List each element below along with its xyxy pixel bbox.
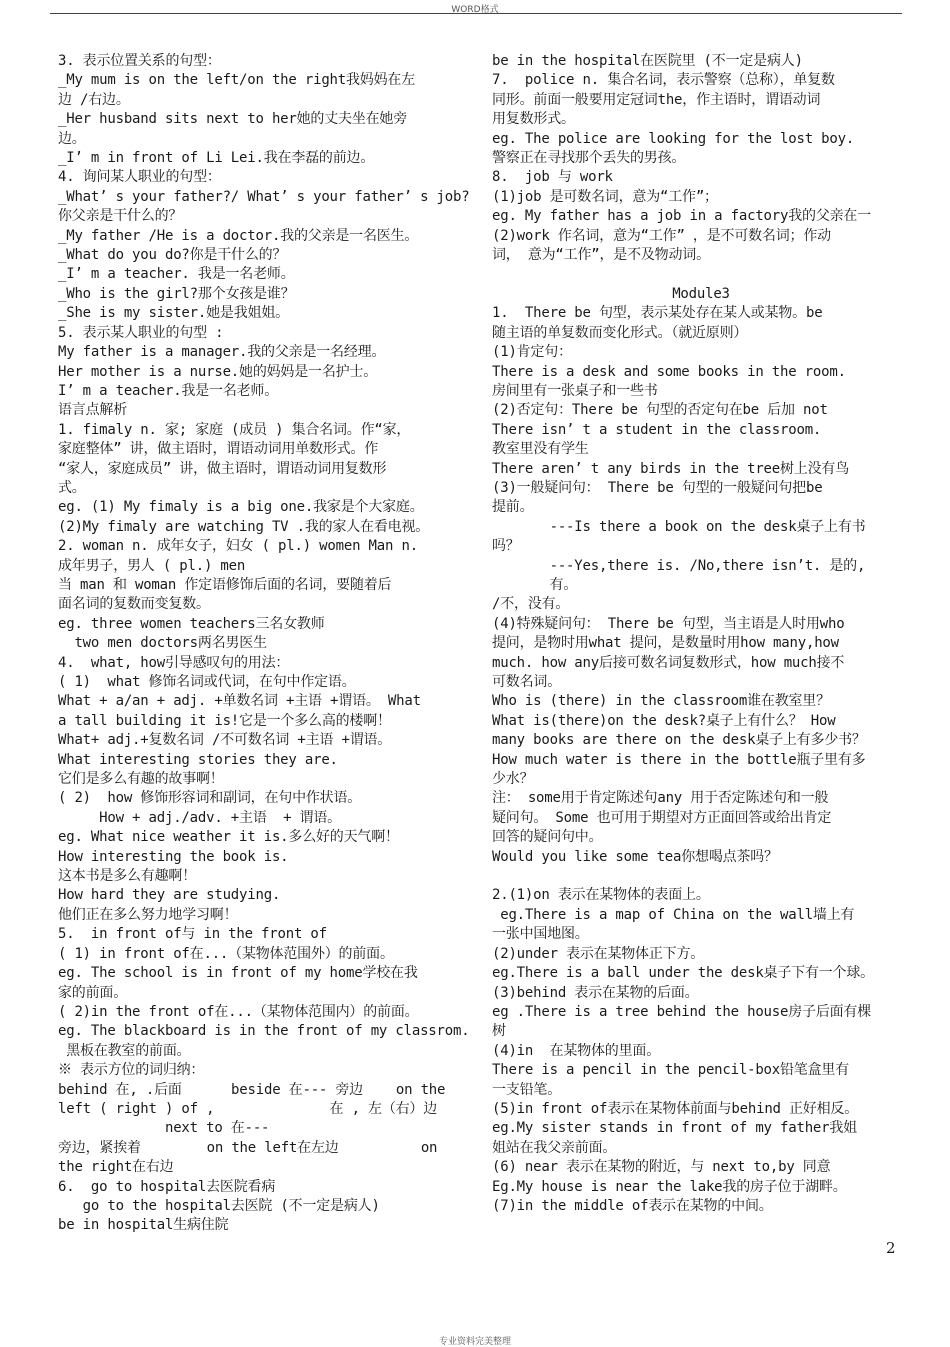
text-line: a tall building it is!它是一个多么高的楼啊！: [58, 712, 391, 729]
text-line: My father is a manager.我的父亲是一名经理。: [58, 344, 386, 361]
text-line: eg. My father has a job in a factory我的父亲在一: [492, 208, 872, 225]
text-line: eg.My sister stands in front of my father我姐: [492, 1120, 857, 1137]
text-line: eg. The blackboard is in the front of my classrom.: [58, 1023, 470, 1040]
header-divider: [50, 13, 902, 14]
text-line: (4)特殊疑问句： There be 句型，当主语是人时用who: [492, 615, 845, 632]
text-line: 他们正在多么努力地学习啊！: [58, 906, 238, 923]
text-line: the right在右边: [58, 1159, 174, 1176]
text-line: 家的前面。: [58, 984, 127, 1001]
text-line: 姐站在我父亲前面。: [492, 1139, 617, 1156]
page-number: 2: [886, 1239, 896, 1257]
text-line: What interesting stories they are.: [58, 751, 338, 768]
text-line: (6) near 表示在某物的附近，与 next to,by 同意: [492, 1159, 831, 1176]
text-line: 1. fimaly n. 家; 家庭 (成员 ) 集合名词。作“家，: [58, 421, 411, 438]
text-line: 可数名词。: [492, 674, 561, 690]
page-footer: 专业资料完美整理: [438, 1337, 511, 1347]
text-line: (7)in the middle of表示在某物的中间。: [492, 1197, 773, 1214]
text-line: 提前。: [492, 499, 534, 516]
text-line: Her mother is a nurse.她的妈妈是一名护士。: [58, 363, 378, 380]
text-line: There aren’ t any birds in the tree树上没有鸟: [492, 460, 850, 477]
text-line: 3. 表示位置关系的句型：: [58, 53, 221, 69]
text-line: 6. go to hospital去医院看病: [58, 1178, 276, 1195]
text-line: 这本书是多么有趣啊！: [58, 868, 196, 885]
text-line: 少水？: [492, 771, 534, 788]
text-line: 5. in front of与 in the front of: [58, 926, 327, 943]
text-line: 7. police n. 集合名词，表示警察（总称），单复数: [492, 72, 835, 89]
text-line: 当 man 和 woman 作定语修饰后面的名词，要随着后: [58, 576, 392, 593]
text-line: 它们是多么有趣的故事啊！: [58, 771, 224, 788]
text-line: 词， 意为“工作”，是不及物动词。: [492, 247, 710, 264]
text-line: many books are there on the desk桌子上有多少书？: [492, 732, 866, 749]
text-line: Would you like some tea你想喝点茶吗？: [492, 848, 778, 865]
text-line: _My mum is on the left/on the right我妈妈在左: [58, 72, 416, 89]
text-line: 一支铅笔。: [492, 1081, 561, 1098]
text-line: 边。: [58, 130, 86, 147]
text-line: ( 2) how 修饰形容词和副词，在句中作状语。: [58, 790, 362, 807]
text-line: _She is my sister.她是我姐姐。: [58, 305, 289, 322]
text-line: (1)肯定句：: [492, 344, 572, 361]
text-line: 提问，是物时用what 提问，是数量时用how many,how: [492, 635, 839, 652]
text-line: eg. What nice weather it is.多么好的天气啊！: [58, 829, 399, 846]
text-line: (2)My fimaly are watching TV .我的家人在看电视。: [58, 518, 430, 535]
text-line: I’ m a teacher.我是一名老师。: [58, 382, 279, 399]
text-line: _Who is the girl?那个女孩是谁？: [58, 285, 295, 302]
text-line: two men doctors两名男医生: [58, 635, 267, 652]
text-line: What is(there)on the desk?桌子上有什么？ How: [492, 712, 836, 729]
text-line: What + a/an + adj. +单数名词 +主语 +谓语。 What: [58, 693, 421, 710]
text-line: 式。: [58, 479, 86, 496]
text-line: ---Is there a book on the desk桌子上有书: [492, 518, 866, 535]
text-line: _What do you do?你是干什么的？: [58, 247, 287, 264]
text-line: “家人，家庭成员” 讲，做主语时，谓语动词用复数形: [58, 460, 387, 477]
text-line: 树: [492, 1023, 506, 1040]
text-line: [492, 265, 910, 284]
text-line: behind 在, .后面 beside 在--- 旁边 on the: [58, 1081, 446, 1098]
text-line: 8. job 与 work: [492, 169, 613, 186]
text-line: eg. three women teachers三名女教师: [58, 615, 325, 632]
text-line: 随主语的单复数而变化形式。（就近原则）: [492, 324, 748, 341]
text-line: 旁边，紧挨着 on the left在左边 on: [58, 1139, 438, 1156]
text-line: (4)in 在某物体的里面。: [492, 1042, 661, 1059]
text-line: 疑问句。 Some 也可用于期望对方正面回答或给出肯定: [492, 809, 832, 826]
page-header: WORD格式: [451, 5, 499, 15]
text-line: 1. There be 句型，表示某处存在某人或某物。be: [492, 305, 823, 322]
text-line: /不，没有。: [492, 596, 570, 613]
text-line: 一张中国地图。: [492, 926, 589, 943]
text-line: ※ 表示方位的词归纳：: [58, 1062, 205, 1079]
text-line: 吗？: [492, 538, 520, 555]
text-line: ( 2)in the front of在...（某物体范围内）的前面。: [58, 1003, 419, 1020]
text-line: 教室里没有学生: [492, 441, 589, 458]
text-line: _My father /He is a doctor.我的父亲是一名医生。: [58, 227, 419, 244]
text-line: (3)behind 表示在某物的后面。: [492, 984, 699, 1001]
text-line: 注： some用于肯定陈述句any 用于否定陈述句和一般: [492, 790, 829, 807]
text-line: ( 1) in front of在...（某物体范围外）的前面。: [58, 945, 394, 962]
text-line: 4. 询问某人职业的句型：: [58, 169, 221, 186]
text-line: eg .There is a tree behind the house房子后面有棵: [492, 1003, 872, 1020]
text-line: 房间里有一张桌子和一些书: [492, 382, 658, 399]
text-line: 回答的疑问句中。: [492, 829, 603, 846]
text-line: go to the hospital去医院 (不一定是病人): [58, 1197, 380, 1214]
text-line: eg. (1) My fimaly is a big one.我家是个大家庭。: [58, 499, 424, 516]
text-line: eg.There is a map of China on the wall墙上有: [492, 906, 855, 923]
text-line: (2)否定句：There be 句型的否定句在be 后加 not: [492, 402, 828, 419]
text-line: 家庭整体” 讲，做主语时，谓语动词用单数形式。作: [58, 441, 379, 458]
text-line: _I’ m a teacher. 我是一名老师。: [58, 266, 295, 283]
text-line: 警察正在寻找那个丢失的男孩。: [492, 150, 686, 167]
text-line: Who is (there) in the classroom谁在教室里？: [492, 693, 830, 710]
text-line: There is a pencil in the pencil-box铅笔盒里有: [492, 1062, 850, 1079]
text-line: There isn’ t a student in the classroom.: [492, 421, 822, 438]
text-line: left ( right ) of , 在 , 左（右）边: [58, 1100, 438, 1117]
text-line: 语言点解析: [58, 402, 127, 419]
text-line: eg. The police are looking for the lost boy.: [492, 130, 855, 147]
text-line: How hard they are studying.: [58, 887, 281, 904]
text-line: next to 在---: [58, 1120, 270, 1137]
text-line: 用复数形式。: [492, 111, 575, 128]
text-line: How + adj./adv. +主语 + 谓语。: [58, 809, 341, 826]
text-line: ( 1) what 修饰名词或代词，在句中作定语。: [58, 674, 356, 690]
text-line: ---Yes,there is. /No,there isn’t. 是的,: [492, 557, 866, 574]
text-line: 成年男子，男人 ( pl.) men: [58, 557, 246, 574]
text-line: What+ adj.+复数名词 /不可数名词 +主语 +谓语。: [58, 732, 392, 749]
text-line: 你父亲是干什么的？: [58, 208, 183, 225]
text-line: be in the hospital在医院里 (不一定是病人): [492, 53, 803, 69]
text-line: There is a desk and some books in the room.: [492, 363, 846, 380]
text-line: (5)in front of表示在某物体前面与behind 正好相反。: [492, 1100, 859, 1117]
text-line: How much water is there in the bottle瓶子里有多: [492, 751, 866, 768]
text-line: Module3: [672, 285, 730, 302]
text-line: (1)job 是可数名词，意为“工作”；: [492, 188, 718, 205]
text-line: How interesting the book is.: [58, 848, 289, 865]
text-line: (3)一般疑问句： There be 句型的一般疑问句把be: [492, 479, 823, 496]
text-line: (2)under 表示在某物体正下方。: [492, 945, 705, 962]
text-line: be in hospital生病住院: [58, 1217, 229, 1234]
text-line: 有。: [492, 576, 578, 593]
text-line: 面名词的复数而变复数。: [58, 596, 210, 613]
text-line: _I’ m in front of Li Lei.我在李磊的前边。: [58, 150, 375, 167]
text-line: 边 /右边。: [58, 91, 130, 108]
text-line: much. how any后接可数名词复数形式，how much接不: [492, 654, 845, 671]
text-line: 2. woman n. 成年女子，妇女 ( pl.) women Man n.: [58, 538, 418, 555]
text-line: 黑板在教室的前面。: [58, 1042, 191, 1059]
text-line: eg.There is a ball under the desk桌子下有一个球。: [492, 965, 874, 982]
text-line: Eg.My house is near the lake我的房子位于湖畔。: [492, 1178, 847, 1195]
right-column: [492, 52, 910, 1216]
text-line: 同形。前面一般要用定冠词the，作主语时，谓语动词: [492, 91, 821, 108]
text-line: 4. what, how引导感叹句的用法：: [58, 654, 290, 671]
text-line: eg. The school is in front of my home学校在我: [58, 965, 418, 982]
text-line: [492, 867, 910, 886]
text-line: _What’ s your father?/ What’ s your father’ s job?: [58, 188, 470, 205]
text-line: (2)work 作名词，意为“工作” ，是不可数名词；作动: [492, 227, 831, 244]
left-column: [58, 52, 478, 1236]
text-line: _Her husband sits next to her她的丈夫坐在她旁: [58, 111, 408, 128]
text-line: 2.(1)on 表示在某物体的表面上。: [492, 887, 710, 904]
text-line: 5. 表示某人职业的句型 :: [58, 324, 224, 341]
